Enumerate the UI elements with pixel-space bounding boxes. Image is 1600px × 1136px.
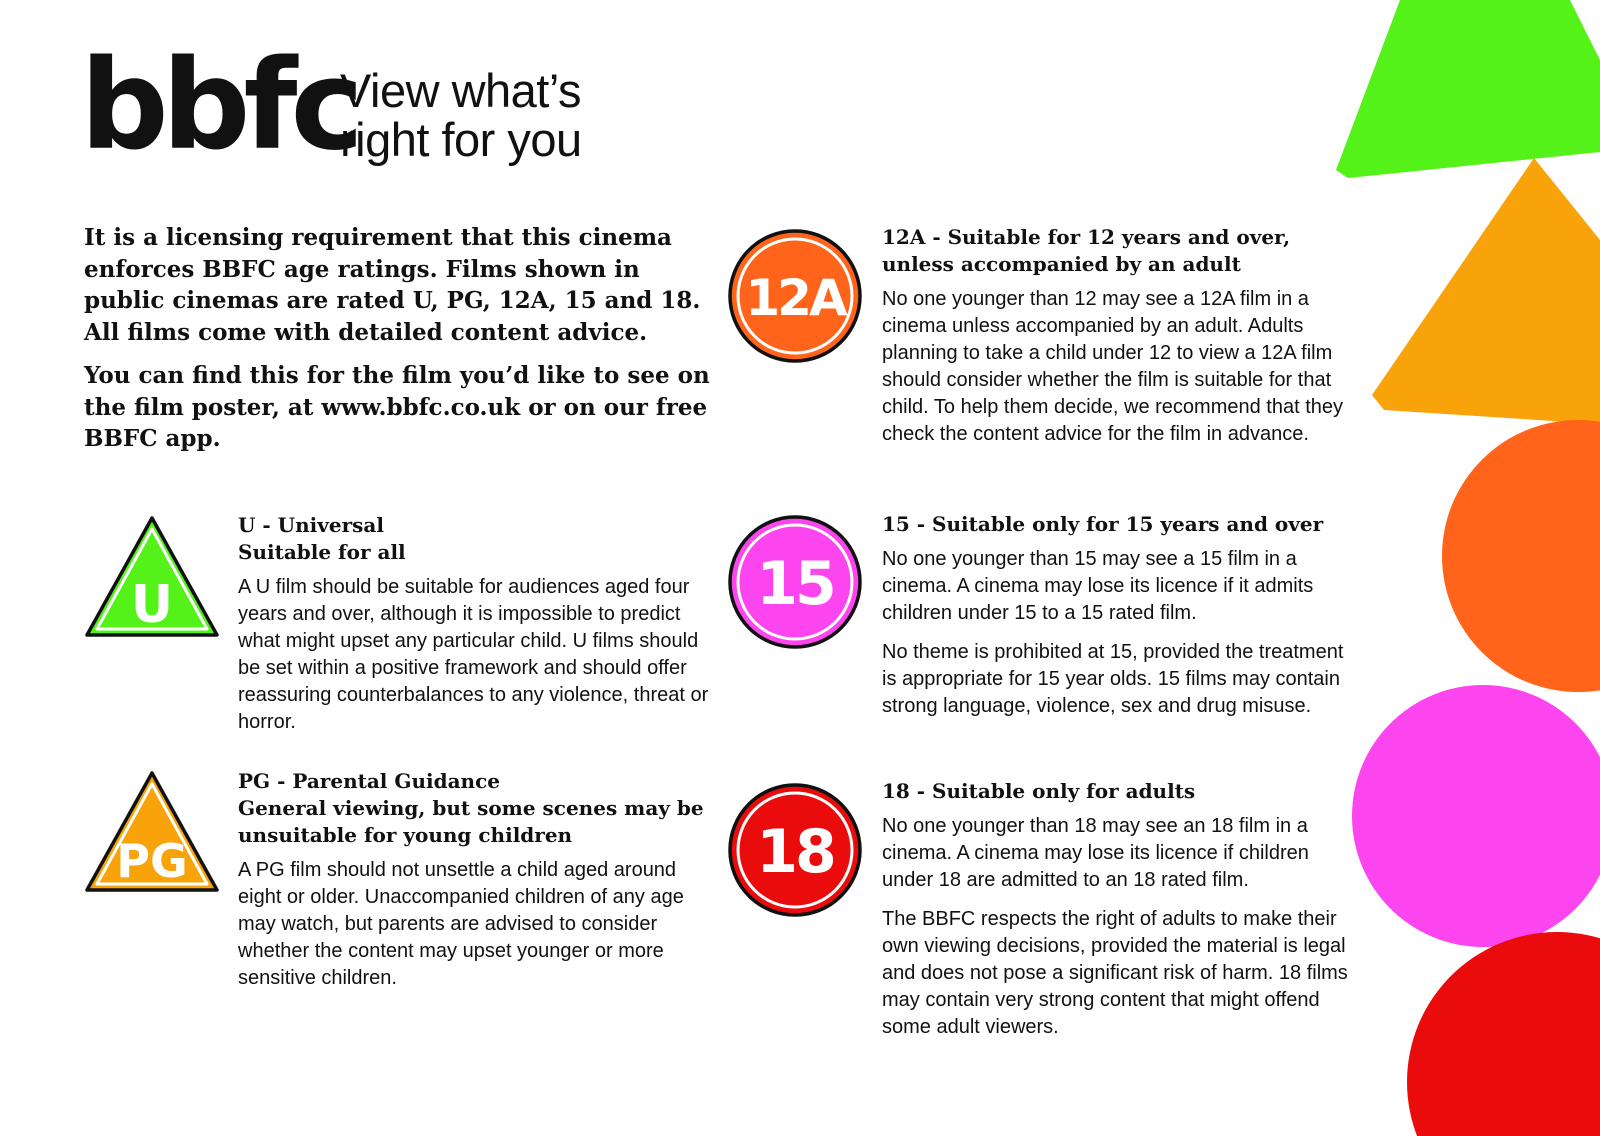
intro-paragraph-1: It is a licensing requirement that this cinema enforces BBFC age ratings. Films shown in public cinemas are rated U, PG, 12A, 15 and 18. All films come with detailed content advice. (84, 224, 701, 346)
pg-rating-heading: PG - Parental Guidance (238, 769, 500, 793)
u-rating-section (238, 512, 716, 748)
u-rating-description: A U film should be suitable for audiences aged four years and over, although it is impossible to predict what might upset any particular child. U films should be set within a positive framework and should offer reassuring counterbalances to any violence, threat or horror. (238, 576, 709, 733)
pg-badge-label: PG (116, 834, 188, 888)
amber-triangle-shape (1372, 158, 1600, 424)
tagline-line-2: right for you (340, 113, 582, 166)
u-rating-icon (82, 513, 222, 641)
pg-rating-icon (82, 768, 222, 896)
bbfc-logo: bbfc (80, 34, 357, 178)
green-triangle-shape (1336, 0, 1600, 178)
18-rating-description-2: The BBFC respects the right of adults to make their own viewing decisions, provided the material is legal and does not pose a significant risk of harm. 18 films may contain very strong content that might offend some adult viewers. (882, 908, 1348, 1038)
tagline-line-1: View what’s (340, 64, 581, 117)
18-rating-section (882, 778, 1360, 1053)
15-rating-heading: 15 - Suitable only for 15 years and over (882, 512, 1324, 536)
tagline (340, 66, 582, 164)
u-badge-label: U (130, 575, 174, 635)
18-rating-description-1: No one younger than 18 may see an 18 film in a cinema. A cinema may lose its licence if children under 18 are admitted to an 18 rated film. (882, 815, 1309, 891)
orange-circle-shape (1442, 420, 1600, 692)
12a-rating-section (882, 224, 1352, 460)
u-rating-subtitle: Suitable for all (238, 540, 406, 564)
u-rating-heading (238, 512, 716, 566)
magenta-circle-shape (1352, 685, 1600, 947)
red-circle-shape (1407, 932, 1600, 1136)
pg-rating-subtitle: General viewing, but some scenes may be unsuitable for young children (238, 796, 704, 847)
15-rating-description-2: No theme is prohibited at 15, provided the treatment is appropriate for 15 year olds. 15 films may contain strong language, violence, sex and drug misuse. (882, 641, 1344, 717)
12a-rating-heading: 12A - Suitable for 12 years and over, unless accompanied by an adult (882, 225, 1291, 276)
18-badge-label: 18 (756, 817, 834, 887)
15-rating-section (882, 511, 1352, 732)
12a-badge-label: 12A (745, 269, 845, 327)
pg-rating-section (238, 768, 716, 1004)
18-rating-icon (727, 782, 863, 918)
15-rating-description-1: No one younger than 15 may see a 15 film in a cinema. A cinema may lose its licence if it admits children under 15 to a 15 rated film. (882, 548, 1314, 624)
intro-paragraph-2: You can find this for the film you’d like to see on the film poster, at www.bbfc.co.uk or on our free BBFC app. (84, 362, 710, 452)
12a-rating-description: No one younger than 12 may see a 12A film in a cinema unless accompanied by an adult. Adults planning to take a child under 12 to view a 12A film should consider whether the film is suitable for that child. To help them decide, we recommend that they check the content advice for the film in advance. (882, 288, 1343, 445)
pg-rating-description: A PG film should not unsettle a child aged around eight or older. Unaccompanied children of any age may watch, but parents are advised to consider whether the content may upset younger or more sensitive children. (238, 859, 684, 989)
12a-rating-icon (727, 228, 863, 364)
u-rating-title: U - Universal (238, 513, 384, 537)
15-rating-icon (727, 514, 863, 650)
intro-text (84, 222, 724, 467)
15-badge-label: 15 (756, 549, 834, 619)
18-rating-heading: 18 - Suitable only for adults (882, 779, 1196, 803)
